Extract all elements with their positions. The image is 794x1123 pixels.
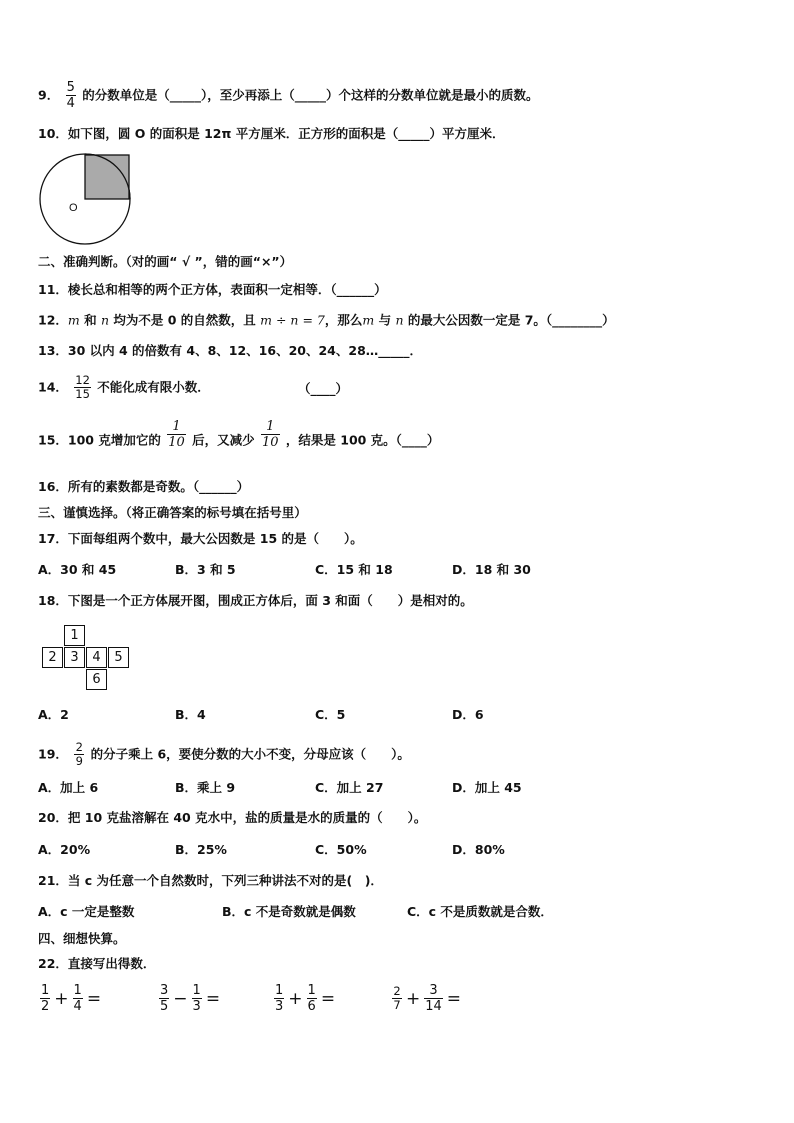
- question-19: 19． $\frac{2}{9}$ 的分子乘上 6，要使分数的大小不变，分母应该（ ）。: [38, 740, 410, 768]
- q9-number: 9．: [38, 87, 60, 103]
- q15-fraction-1: $\frac{1}{10}$: [168, 419, 185, 450]
- net-face-2: 2: [42, 647, 63, 668]
- q21-option-c[interactable]: C．c 不是质数就是合数．: [407, 904, 553, 919]
- q20-option-b[interactable]: B．25%: [175, 842, 227, 857]
- q20-option-d[interactable]: D．80%: [452, 842, 505, 857]
- question-9: [38, 80, 538, 111]
- q18-option-a[interactable]: A．2: [38, 707, 69, 722]
- net-face-1: 1: [64, 625, 85, 646]
- question-13: 13．30 以内 4 的倍数有 4、8、12、16、20、24、28…_____．: [38, 343, 423, 358]
- net-face-5: 5: [108, 647, 129, 668]
- calc-2-fraction-a: $\frac{3}{5}$: [160, 983, 169, 1014]
- q19-fraction: $\frac{2}{9}$: [75, 740, 83, 768]
- section-3-heading: 三、谨慎选择。（将正确答案的标号填在括号里）: [38, 505, 307, 520]
- q18-option-d[interactable]: D．6: [452, 707, 484, 722]
- q15-fraction-2: $\frac{1}{10}$: [261, 419, 279, 450]
- calc-3-fraction-b: $\frac{1}{6}$: [307, 983, 316, 1014]
- q14-answer-blank: （____）: [298, 381, 349, 396]
- q21-option-b[interactable]: B．c 不是奇数就是偶数: [222, 904, 356, 919]
- calc-item-2: [157, 983, 222, 1014]
- calc-item-4: [390, 983, 463, 1014]
- q19-option-c[interactable]: C．加上 27: [315, 780, 384, 795]
- net-face-4: 4: [86, 647, 107, 668]
- question-18: 18．下图是一个正方体展开图，围成正方体后，面 3 和面（ ）是相对的。: [38, 593, 473, 608]
- q20-option-c[interactable]: C．50%: [315, 842, 367, 857]
- calc-3-fraction-a: $\frac{1}{3}$: [275, 983, 284, 1014]
- calc-2-fraction-b: $\frac{1}{3}$: [192, 983, 201, 1014]
- circle-square-figure: [38, 150, 138, 248]
- question-22: 22．直接写出得数．: [38, 956, 156, 971]
- q9-fraction: $\frac{5}{4}$: [66, 80, 75, 111]
- q20-option-a[interactable]: A．20%: [38, 842, 91, 857]
- question-21: 21．当 c 为任意一个自然数时，下列三种讲法不对的是( )．: [38, 873, 383, 888]
- question-15: 15．100 克增加它的 $\frac{1}{10}$ 后，又减少 $\frac{1}{10}$ ，结果是 100 克。（____）: [38, 419, 440, 450]
- section-4-heading: 四、细想快算。: [38, 931, 126, 946]
- calc-2-operator: −: [173, 988, 188, 1009]
- calc-1-operator: +: [54, 988, 69, 1009]
- q19-option-a[interactable]: A．加上 6: [38, 780, 99, 795]
- calc-3-operator: +: [288, 988, 303, 1009]
- q18-option-c[interactable]: C．5: [315, 707, 346, 722]
- question-10: 10．如下图，圆 O 的面积是 12π 平方厘米．正方形的面积是（_____）平方厘米．: [38, 126, 505, 141]
- calc-2-equals: =: [205, 988, 221, 1009]
- question-11: 11．棱长总和相等的两个正方体，表面积一定相等．（______）: [38, 282, 387, 297]
- question-12: 12．m 和 n 均为不是 0 的自然数，且 m ÷ n = 7，那么m 与 n 的最大公因数一定是 7。（________）: [38, 312, 615, 328]
- calc-item-3: [272, 983, 337, 1014]
- q17-option-d[interactable]: D．18 和 30: [452, 562, 531, 577]
- q9-text: 的分数单位是（_____），至少再添上（_____）个这样的分数单位就是最小的质数。: [82, 87, 539, 103]
- net-face-6: 6: [86, 669, 107, 690]
- calc-4-operator: +: [406, 988, 421, 1009]
- q18-option-b[interactable]: B．4: [175, 707, 206, 722]
- calc-1-fraction-b: $\frac{1}{4}$: [73, 983, 82, 1014]
- calc-4-fraction-a: $\frac{2}{7}$: [393, 984, 401, 1012]
- cube-net: [40, 625, 140, 691]
- section-2-heading: 二、准确判断。（对的画“ √ ”，错的画“×”）: [38, 254, 293, 269]
- q17-option-c[interactable]: C．15 和 18: [315, 562, 393, 577]
- q17-option-b[interactable]: B．3 和 5: [175, 562, 236, 577]
- question-20: 20．把 10 克盐溶解在 40 克水中，盐的质量是水的质量的（ ）。: [38, 810, 427, 825]
- circle-center-label: O: [69, 202, 78, 214]
- q19-option-d[interactable]: D．加上 45: [452, 780, 522, 795]
- calc-item-1: [38, 983, 103, 1014]
- q21-option-a[interactable]: A．c 一定是整数: [38, 904, 135, 919]
- question-17: 17．下面每组两个数中，最大公因数是 15 的是（ ）。: [38, 531, 363, 546]
- calc-1-fraction-a: $\frac{1}{2}$: [41, 983, 50, 1014]
- q19-option-b[interactable]: B．乘上 9: [175, 780, 236, 795]
- calc-1-equals: =: [86, 988, 102, 1009]
- q14-fraction: $\frac{12}{15}$: [75, 373, 90, 401]
- q17-option-a[interactable]: A．30 和 45: [38, 562, 117, 577]
- question-16: 16．所有的素数都是奇数。（______）: [38, 479, 250, 494]
- question-14: 14． $\frac{12}{15}$ 不能化成有限小数．: [38, 373, 210, 401]
- net-face-3: 3: [64, 647, 85, 668]
- calc-4-equals: =: [446, 988, 462, 1009]
- calc-4-fraction-b: $\frac{3}{14}$: [425, 983, 442, 1014]
- calc-3-equals: =: [320, 988, 336, 1009]
